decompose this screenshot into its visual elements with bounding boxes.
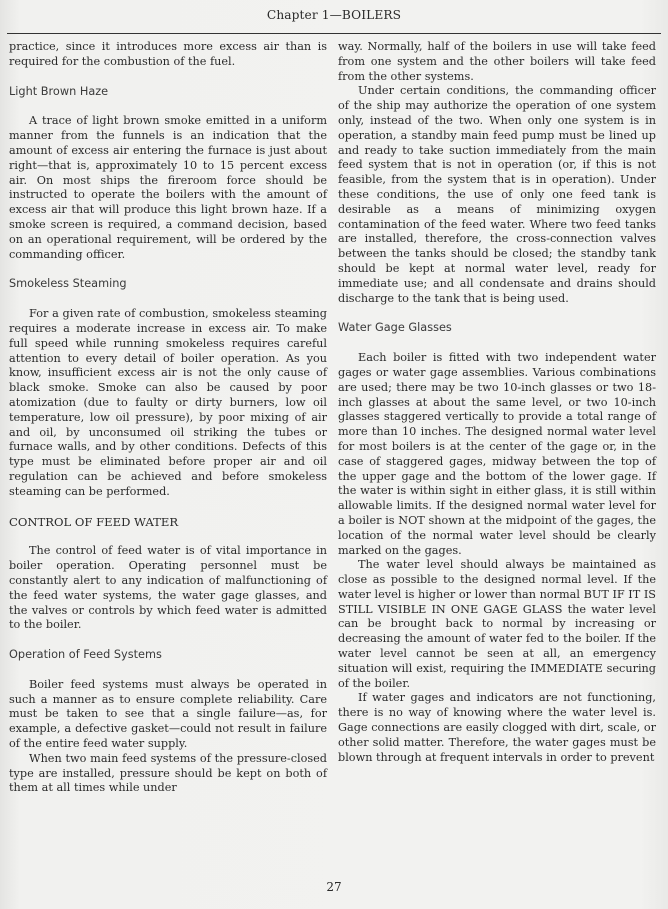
page-number: 27 [326, 880, 342, 894]
paragraph: The control of feed water is of vital importance in boiler operation. Operating personnel must be constantly alert to any indication of malfunctioning of the feed water systems, the water gage glasses, and the valves or controls by which feed water is admitted to the boiler. [9, 544, 327, 632]
paragraph: For a given rate of combustion, smokeless steaming requires a moderate increase in excess air. To make full speed while running smokeless requires careful attention to every detail of boiler operation. As you know, insufficient excess air is not the only cause of black smoke. Smoke can also be caused by poor atomization (due to faulty or dirty burners, low oil temperature, low oil pressure), by poor mixing of air and oil, by unconsumed oil striking the tubes or furnace walls, and by other conditions. Defects of this type must be eliminated before proper air and oil regulation can be achieved and before smokeless steaming can be performed. [9, 307, 327, 498]
paragraph: When two main feed systems of the pressure-closed type are installed, pressure should be kept on both of them at all times while under [9, 751, 327, 795]
section-heading-smokeless-steaming: Smokeless Steaming [9, 277, 127, 291]
left-column [9, 40, 327, 796]
paragraph: way. Normally, half of the boilers in use will take feed from one system and the other boilers will take feed from the other systems. [338, 40, 656, 83]
header-rule [7, 33, 661, 34]
paragraph: practice, since it introduces more excess air than is required for the combustion of the fuel. [9, 40, 327, 68]
paragraph: A trace of light brown smoke emitted in a uniform manner from the funnels is an indication that the amount of excess air entering the furnace is just about right—that is, approximately 10 to 15 percent excess air. On most ships the fireroom force should be instructed to operate the boilers with the amount of excess air that will produce this light brown haze. If a smoke screen is required, a command decision, based on an operational requirement, will be ordered by the commanding officer. [9, 114, 327, 261]
paragraph: If water gages and indicators are not functioning, there is no way of knowing where the water level is. Gage connections are easily clogged with dirt, scale, or other solid matter. Therefore, the water gages must be blown through at frequent intervals in order to prevent [338, 691, 656, 764]
running-header: Chapter 1—BOILERS [266, 8, 402, 22]
paragraph: Boiler feed systems must always be operated in such a manner as to ensure complete reliability. Care must be taken to see that a single failure—as, for example, a defective gasket—could not result in failure of the entire feed water supply. [9, 677, 327, 751]
section-heading-water-gage-glasses: Water Gage Glasses [338, 321, 452, 335]
section-heading-light-brown-haze: Light Brown Haze [9, 84, 109, 98]
paragraph: The water level should always be maintained as close as possible to the designed normal level. If the water level is higher or lower than normal BUT IF IT IS STILL VISIBLE IN ONE GAGE GLASS the water level can be brought back to normal by increasing or decreasing the amount of water fed to the boiler. If the water level cannot be seen at all, an emergency situation will exist, requiring the IMMEDIATE securing of the boiler. [338, 558, 656, 690]
right-column [338, 40, 656, 765]
section-heading-operation-of-feed-systems: Operation of Feed Systems [9, 648, 162, 662]
paragraph: Under certain conditions, the commanding officer of the ship may authorize the operation of one system only, instead of the two. When only one system is in operation, a standby main feed pump must be lined up and ready to take suction immediately from the main feed system that is not in operation (or, if this is not feasible, from the system that is in operation). Under these conditions, the use of only one feed tank is desirable as a means of minimizing oxygen contamination of the feed water. Where two feed tanks are installed, therefore, the cross-connection valves between the tanks should be closed; the standby tank should be kept at normal water level, ready for immediate use; and all condensate and drains should discharge to the tank that is being used. [338, 84, 656, 305]
section-heading-control-of-feed-water: CONTROL OF FEED WATER [9, 514, 179, 529]
paragraph: Each boiler is fitted with two independent water gages or water gage assemblies. Various combinations are used; there may be two 10-inch glasses or two 18-inch glasses at about the same level, or two 10-inch glasses staggered vertically to provide a total range of more than 10 inches. The designed normal water level for most boilers is at the center of the gage or, in the case of staggered gages, midway between the top of the upper gage and the bottom of the lower gage. If the water is within sight in either glass, it is still within allowable limits. If the designed normal water level for a boiler is NOT shown at the midpoint of the gages, the location of the normal water level should be clearly marked on the gages. [338, 351, 656, 557]
